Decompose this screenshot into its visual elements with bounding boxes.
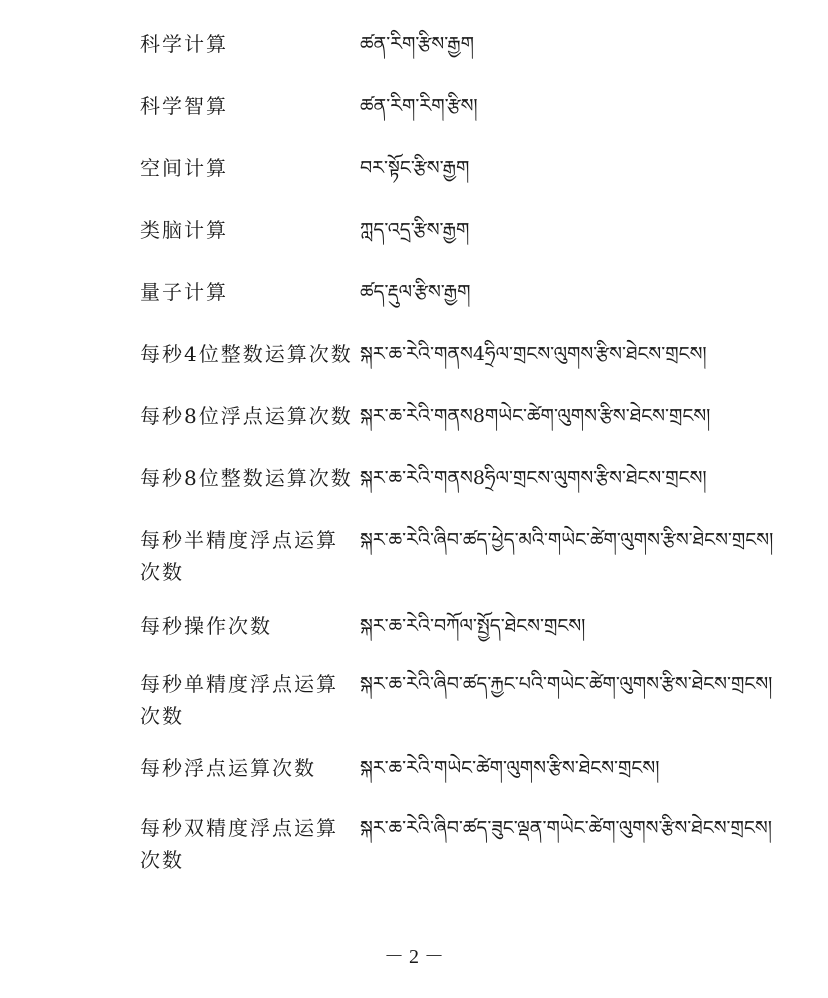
tibetan-term: སྐར་ཆ་རེའི་ཞིབ་ཚད་ཕྱེད་མའི་གཡེང་ཚེག་ལུགས་རྩིས་ཐེངས་གྲངས། [360,529,774,551]
chinese-term: 每秒双精度浮点运算次数 [140,816,338,872]
chinese-term: 科学智算 [140,94,228,118]
tibetan-term: སྐར་ཆ་རེའི་གནས4ཧྲིལ་གྲངས་ལུགས་རྩིས་ཐེངས་གྲངས། [360,343,707,365]
tibetan-term: ཀླད་འདྲ་རྩིས་རྒྱག [360,219,470,241]
tibetan-term: སྐར་ཆ་རེའི་བཀོལ་སྤྱོད་ཐེངས་གྲངས། [360,615,586,637]
page-number: － 2 － [384,946,444,968]
chinese-term: 类脑计算 [140,218,228,242]
chinese-term: 量子计算 [140,280,228,304]
chinese-term: 每秒4位整数运算次数 [140,342,353,366]
tibetan-term: སྐར་ཆ་རེའི་ཞིབ་ཚད་ཟུང་ལྡན་གཡེང་ཚེག་ལུགས་རྩིས་ཐེངས་གྲངས། [360,817,772,839]
chinese-term: 每秒8位整数运算次数 [140,466,353,490]
tibetan-term: སྐར་ཆ་རེའི་གནས8གཡེང་ཚེག་ལུགས་རྩིས་ཐེངས་གྲངས། [360,405,711,427]
chinese-term: 每秒单精度浮点运算次数 [140,672,338,728]
chinese-term: 空间计算 [140,156,228,180]
tibetan-term: ཚན་རིག་རྩིས་རྒྱག [360,33,474,55]
chinese-term: 每秒浮点运算次数 [140,756,316,780]
tibetan-term: ཚད་རྡུལ་རྩིས་རྒྱག [360,281,471,303]
tibetan-term: སྐར་ཆ་རེའི་གཡེང་ཚེག་ལུགས་རྩིས་ཐེངས་གྲངས། [360,757,660,779]
tibetan-term: སྐར་ཆ་རེའི་ཞིབ་ཚད་རྐྱང་པའི་གཡེང་ཚེག་ལུགས་རྩིས་ཐེངས་གྲངས། [360,673,773,695]
chinese-term: 科学计算 [140,32,228,56]
tibetan-term: ཚན་རིག་རིག་རྩིས། [360,95,478,117]
chinese-term: 每秒操作次数 [140,614,272,638]
chinese-term: 每秒半精度浮点运算次数 [140,528,338,584]
tibetan-term: སྐར་ཆ་རེའི་གནས8ཧྲིལ་གྲངས་ལུགས་རྩིས་ཐེངས་གྲངས། [360,467,707,489]
chinese-term: 每秒8位浮点运算次数 [140,404,353,428]
tibetan-term: བར་སྟོང་རྩིས་རྒྱག [360,157,470,179]
